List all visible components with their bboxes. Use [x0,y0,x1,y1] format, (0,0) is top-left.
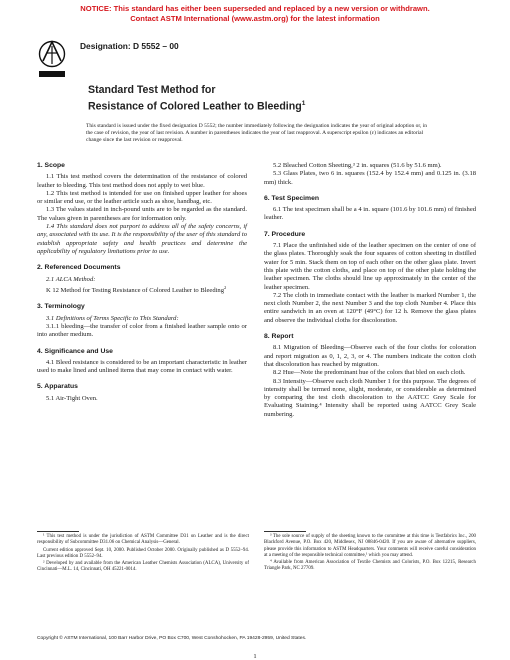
para-8-1: 8.1 Migration of Bleeding—Observe each of the four cloths for coloration and report migration as 0, 1, 2, 3, or 4. The numbers indicate the cotton cloth that discoloration has reached by migration. [264,344,476,368]
footnote-3: ³ The sole source of supply of the sheeting known to the committee at this time is Testfabrics Inc., 200 Blackford Avenue, P.O. Box 420, Middlesex, NJ 08846-0420. If you are aware of alternative suppliers, please provide this information to ASTM Headquarters. Your comments will receive careful consideration at a meeting of the responsible technical committee,¹ which you may attend. [264,534,476,558]
footnote-4: ⁴ Available from American Association of Textile Chemists and Colorists, P.O. Box 12215, Research Triangle Park, NC 27709. [264,560,476,572]
para-5-3: 5.3 Glass Plates, two 6 in. squares (152.4 by 152.4 mm) and 0.125 in. (3.18 mm) thick. [264,170,476,186]
para-1-2: 1.2 This test method is intended for use on finished upper leather for shoes or similar end use, or the leather article such as shoe, handbag, etc. [37,189,247,206]
astm-logo [38,38,66,80]
section-procedure-heading: 7. Procedure [264,230,306,238]
page-number: 1 [253,653,257,660]
withdrawal-notice [0,4,510,23]
para-1-4: 1.4 This standard does not purport to address all of the safety concerns, if any, associated with its use. It is the responsibility of the user of this standard to establish appropriate safety and health practices and determine the applicability of regulatory limitations prior to use. [37,223,247,255]
para-4-1: 4.1 Bleed resistance is considered to be an important characteristic in leather used to make lined and unlined items that may come in contact with water. [37,358,247,375]
section-apparatus-heading: 5. Apparatus [37,383,78,391]
notice-line-1: NOTICE: This standard has either been superseded and replaced by a new version or withdrawn. [80,4,430,13]
issuance-note: This standard is issued under the fixed designation D 5552; the number immediately following the designation indicates the year of original adoption or, in the case of revision, the year of last revision. A number in parentheses indicates the year of last reapproval. A superscript epsilon (ε) indicates an editorial change since the last revision or reapproval. [86,123,428,144]
document-title [88,84,305,114]
designation: Designation: D 5552 – 00 [80,41,179,51]
para-5-1: 5.1 Air-Tight Oven. [46,394,98,402]
copyright-line: Copyright © ASTM International, 100 Barr Harbor Drive, PO Box C700, West Conshohocken, PA 19428-2959, United States. [37,636,307,641]
footnote-1: ¹ This test method is under the jurisdiction of ASTM Committee D31 on Leather and is the direct responsibility of Subcommittee D31.06 on Chemical Analysis—General. [37,534,249,546]
footnotes-right [264,534,476,574]
para-3-1-1: 3.1.1 bleeding—the transfer of color from a finished leather sample onto or into another medium. [37,322,247,339]
footnote-rule-left [37,531,79,532]
para-2-1: 2.1 ALCA Method: [46,275,96,283]
notice-line-2: Contact ASTM International (www.astm.org) for the latest information [130,13,380,23]
para-8-2: 8.2 Hue—Note the predominant hue of the colors that bled on each cloth. [273,369,466,377]
para-8-3: 8.3 Intensity—Observe each cloth Number 1 for this purpose. The degrees of intensity shall be termed none, slight, moderate, or considerable as determined by comparing the test cloth discoloration to the AATCC Grey Scale for Evaluating Staining.⁴ Intensity shall be reported using AATCC Grey Scale numbering. [264,377,476,418]
section-references-heading: 2. Referenced Documents [37,264,121,272]
reference-k12: K 12 Method for Testing Resistance of Colored Leather to Bleeding$^2$ [46,284,227,295]
title-line-2: Resistance of Colored Leather to Bleeding$^1$ [88,100,306,113]
footnote-2: ² Developed by and available from the American Leather Chemists Association (ALCA), University of Cincinnati—M.L. 14, Cincinnati, OH 45221-0014. [37,561,249,573]
footnote-1-edition: Current edition approved Sept. 10, 2000. Published October 2000. Originally published as D 5552–94. Last previous edition D 5552–94. [37,547,249,559]
para-1-1: 1.1 This test method covers the determination of the resistance of colored leather to bleeding. This test method does not apply to wet blue. [37,173,247,189]
left-column [37,162,247,403]
para-7-1: 7.1 Place the unfinished side of the leather specimen on the center of one of the glass plates. Thoroughly soak the four squares of cotton sheeting in distilled water for 5 min. Stack them on top of each other on the other glass plate. Invert this plate with the cotton cloths, and place on top of the other plate holding the leather specimen. The cloths should line up approximately in the center of the leather specimen. [264,242,476,291]
section-terminology-heading: 3. Terminology [37,303,85,311]
right-column [264,162,476,419]
section-significance-heading: 4. Significance and Use [37,347,113,355]
section-specimen-heading: 6. Test Specimen [264,194,320,202]
footnote-rule-right [264,531,306,532]
title-line-1: Standard Test Method for [88,84,216,96]
para-1-3: 1.3 The values stated in inch-pound units are to be regarded as the standard. The values given in parentheses are for information only. [37,206,247,222]
section-report-heading: 8. Report [264,333,294,341]
para-3-1: 3.1 Definitions of Terms Specific to This Standard: [46,314,179,322]
para-6-1: 6.1 The test specimen shall be a 4 in. square (101.6 by 101.6 mm) of finished leather. [264,206,476,222]
footnotes-left [37,534,249,575]
para-5-2: 5.2 Bleached Cotton Sheeting,³ 2 in. squares (51.6 by 51.6 mm). [273,162,442,169]
para-7-2: 7.2 The cloth in immediate contact with the leather is marked Number 1, the next cloth Number 2, the next Number 3 and the top cloth Number 4. Place this entire sandwich in an oven at 120°F (49°C) for 12 h. Remove the glass plates and observe the individual cloths for discoloration. [264,291,476,324]
section-scope-heading: 1. Scope [37,162,65,169]
